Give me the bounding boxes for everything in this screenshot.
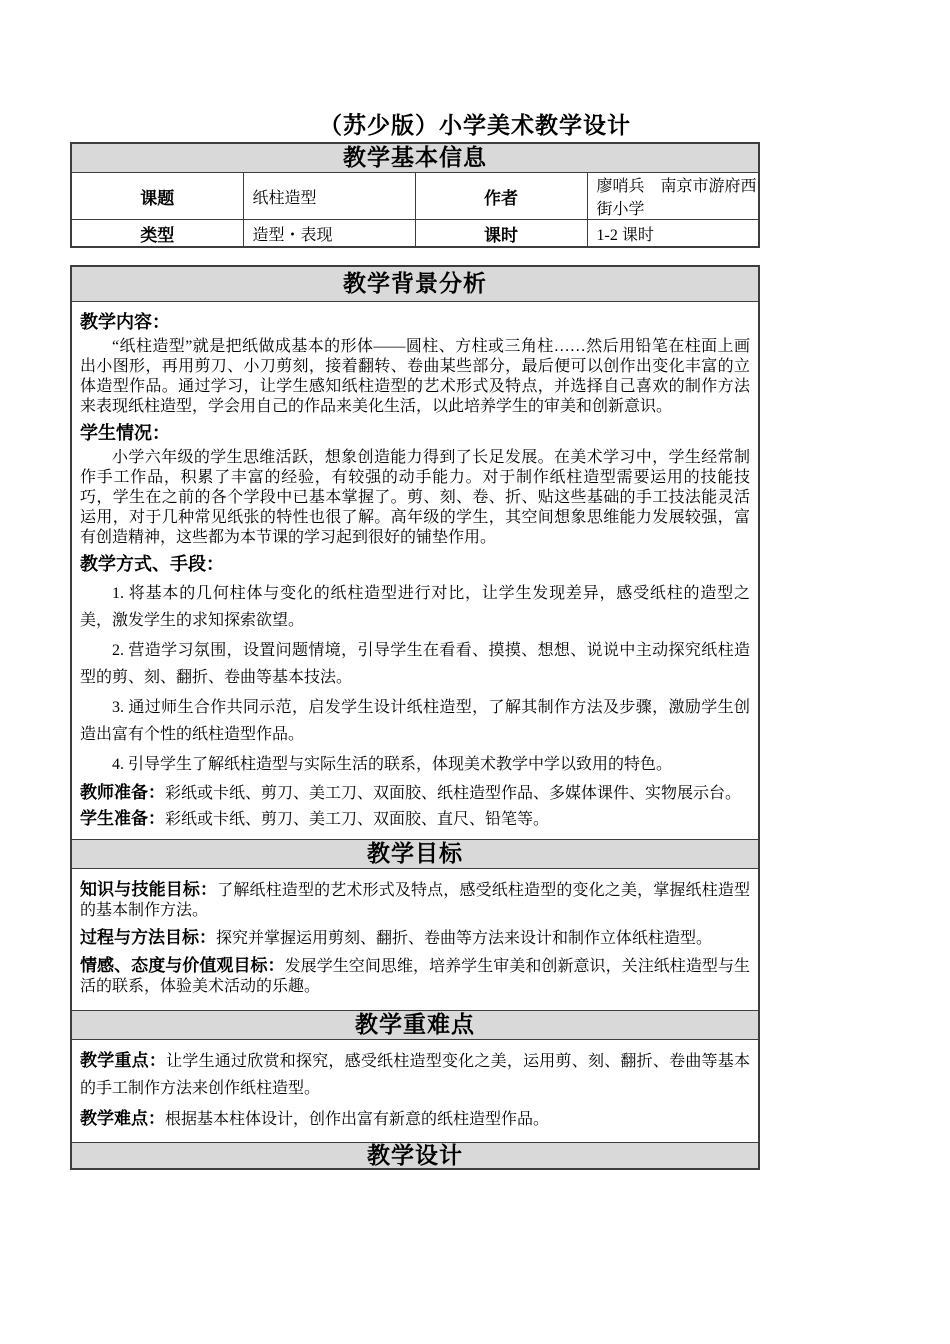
key-point-label: 教学重点：	[80, 1051, 167, 1070]
content-paragraph: “纸柱造型”就是把纸做成基本的形体——圆柱、方柱或三角柱……然后用铅笔在柱面上画出小图形，再用剪刀、小刀剪刻，接着翻转、卷曲某些部分，最后便可以创作出变化丰富的立体造型作品。通过学习，让学生感知纸柱造型的艺术形式及特点，并选择自己喜欢的制作方法来表现纸柱造型，学会用自己的作品来美化生活，以此培养学生的审美和创新意识。	[80, 338, 750, 415]
teacher-prep-label: 教师准备：	[80, 783, 165, 802]
objectives-cell	[71, 869, 759, 1011]
students-heading: 学生情况：	[80, 423, 170, 443]
basic-info-table	[70, 142, 760, 248]
key-point-item	[80, 1105, 750, 1133]
section-header-row	[71, 1143, 759, 1170]
section-header-objectives: 教学目标	[71, 840, 759, 869]
objective-text: 了解纸柱造型的艺术形式及特点，感受纸柱造型的变化之美，掌握纸柱造型的基本制作方法。	[80, 882, 750, 919]
key-point-text: 让学生通过欣赏和探究，感受纸柱造型变化之美，运用剪、刻、翻折、卷曲等基本的手工制作方法来创作纸柱造型。	[80, 1053, 750, 1097]
section-header-row	[71, 1011, 759, 1040]
objective-item	[80, 956, 750, 997]
methods-heading: 教学方式、手段：	[80, 554, 224, 574]
table-row	[71, 302, 759, 840]
table-row	[71, 173, 759, 220]
key-point-text: 根据基本柱体设计，创作出富有新意的纸柱造型作品。	[165, 1111, 550, 1128]
teacher-prep-text: 彩纸或卡纸、剪刀、美工刀、双面胶、纸柱造型作品、多媒体课件、实物展示台。	[165, 785, 742, 802]
method-item: 3. 通过师生合作共同示范，启发学生设计纸柱造型，了解其制作方法及步骤，激励学生创造出富有个性的纸柱造型作品。	[80, 699, 750, 743]
objective-label: 过程与方法目标：	[80, 928, 216, 947]
objective-item	[80, 928, 750, 949]
topic-value: 纸柱造型	[243, 173, 415, 220]
lessons-label: 课时	[415, 220, 587, 248]
section-header-design: 教学设计	[71, 1143, 759, 1170]
teacher-prep	[80, 783, 750, 804]
key-point-item	[80, 1047, 750, 1102]
method-item: 4. 引导学生了解纸柱造型与实际生活的联系，体现美术教学中学以致用的特色。	[112, 756, 673, 773]
objective-label: 情感、态度与价值观目标：	[80, 956, 285, 975]
content-heading: 教学内容：	[80, 312, 170, 332]
basic-info-header: 教学基本信息	[71, 143, 759, 173]
section-header-row	[71, 840, 759, 869]
table-row	[71, 869, 759, 1011]
method-item: 2. 营造学习氛围，设置问题情境，引导学生在看看、摸摸、想想、说说中主动探究纸柱造型的剪、刻、翻折、卷曲等基本技法。	[80, 642, 750, 686]
table-row	[71, 1040, 759, 1143]
type-value: 造型・表现	[243, 220, 415, 248]
method-item: 1. 将基本的几何柱体与变化的纸柱造型进行对比，让学生发现差异，感受纸柱的造型之美，激发学生的求知探索欲望。	[80, 585, 750, 629]
students-paragraph: 小学六年级的学生思维活跃，想象创造能力得到了长足发展。在美术学习中，学生经常制作手工作品，积累了丰富的经验，有较强的动手能力。对于制作纸柱造型需要运用的技能技巧，学生在之前的各个学段中已基本掌握了。剪、刻、卷、折、贴这些基础的手工技法能灵活运用，对于几种常见纸张的特性也很了解。高年级的学生，其空间想象思维能力发展较强，富有创造精神，这些都为本节课的学习起到很好的铺垫作用。	[80, 449, 750, 546]
student-prep	[80, 809, 750, 830]
topic-label: 课题	[71, 173, 243, 220]
objective-text: 发展学生空间思维，培养学生审美和创新意识，关注纸柱造型与生活的联系，体验美术活动的乐趣。	[80, 958, 750, 995]
section-header-key-points: 教学重难点	[71, 1011, 759, 1040]
key-point-label: 教学难点：	[80, 1109, 165, 1128]
objective-item	[80, 880, 750, 921]
author-label: 作者	[415, 173, 587, 220]
objective-label: 知识与技能目标：	[80, 880, 218, 899]
section-header-background-analysis: 教学背景分析	[71, 266, 759, 302]
student-prep-text: 彩纸或卡纸、剪刀、美工刀、双面胶、直尺、铅笔等。	[165, 811, 550, 828]
doc-title: （苏少版）小学美术教学设计	[319, 113, 631, 138]
main-table	[70, 265, 760, 1170]
table-row	[71, 220, 759, 248]
key-points-cell	[71, 1040, 759, 1143]
author-value: 廖哨兵 南京市游府西街小学	[587, 173, 759, 220]
objective-text: 探究并掌握运用剪刻、翻折、卷曲等方法来设计和制作立体纸柱造型。	[216, 930, 713, 947]
background-analysis-cell	[71, 302, 759, 840]
lessons-value: 1-2 课时	[587, 220, 759, 248]
student-prep-label: 学生准备：	[80, 809, 165, 828]
section-header-row	[71, 266, 759, 302]
basic-info-header-row	[71, 143, 759, 173]
type-label: 类型	[71, 220, 243, 248]
